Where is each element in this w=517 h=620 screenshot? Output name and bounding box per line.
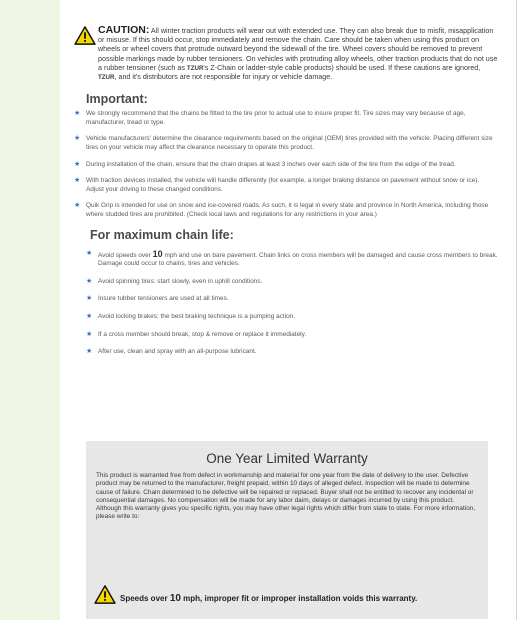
important-heading: Important: bbox=[86, 92, 148, 107]
list-item bbox=[68, 110, 498, 127]
max-life-heading: For maximum chain life: bbox=[90, 227, 234, 242]
star-bullet-icon: ★ bbox=[86, 348, 93, 356]
list-item bbox=[68, 250, 498, 269]
caution-section bbox=[68, 26, 498, 82]
warranty-body: This product is warranted free from defect in workmanship and material for one year from the date of delivery to the user. Defective product may be returned to the manufacturer, freight prepaid, within 10 days of alleged defect. Inspection will be made to determine cause of failure. Chain determined to be defective will be repaired or replaced. Buyer shall not be entitled to recover any incidental or consequential damages. No compensation will be made for any labor daim, delays or damages incurred by using this product. Although this warranty gives you specific rights, you may have other legal rights which differ from state to state. For more information, please write to: bbox=[96, 472, 476, 521]
max-life-item-pre: Avoid speeds over bbox=[98, 251, 151, 259]
star-bullet-icon: ★ bbox=[86, 277, 93, 285]
star-bullet-icon: ★ bbox=[74, 202, 81, 210]
speed-value: 10 bbox=[152, 248, 163, 259]
star-bullet-icon: ★ bbox=[86, 330, 93, 338]
footer-pre: Speeds over bbox=[120, 594, 168, 603]
list-item bbox=[68, 348, 498, 357]
list-item bbox=[68, 278, 498, 287]
list-item bbox=[68, 161, 498, 170]
important-item-text: During installation of the chain, ensure that the chain drapes at least 3 inches over each side of the tire from the edge of the tread. bbox=[86, 160, 456, 168]
list-item bbox=[68, 135, 498, 152]
list-item bbox=[68, 177, 498, 194]
important-item-text: We strongly recommend that the chains be fitted to the tire prior to actual use to insure proper fit. Tire sizes may vary because of age, manufacturer, tread or type. bbox=[86, 110, 466, 126]
caution-text-1: All winter traction products will wear out with extended use. They can also break due to misfit, misapplication or misuse. If this should occur, stop immediately and remove the chain. Care should be taken when using this product on wheels or wheel covers that protrude outward beyond the sidewall of the tire. Wheel covers should be removed to prevent possible markings made by rubber tensioners. On vehicles with protruding alloy wheels, other traction products that do not use a rubber tensioner (such as bbox=[98, 27, 498, 72]
max-life-item-text: Avoid locking brakes: the best braking technique is a pumping action. bbox=[98, 312, 296, 320]
list-item bbox=[68, 202, 498, 219]
footer-post: mph, improper fit or improper installation voids this warranty. bbox=[183, 594, 418, 603]
star-bullet-icon: ★ bbox=[74, 135, 81, 143]
left-margin-band bbox=[0, 0, 60, 620]
caution-text-3: , and it's distributors are not responsible for injury or vehicle damage. bbox=[114, 73, 333, 82]
warning-triangle-icon bbox=[74, 26, 96, 45]
important-item-text: With traction devices installed, the vehicle will handle differently (for example, a longer braking distance on pavement without snow or ice). Adjust your driving to these changed conditions. bbox=[86, 177, 480, 193]
star-bullet-icon: ★ bbox=[74, 160, 81, 168]
warranty-footer bbox=[94, 593, 417, 604]
important-list bbox=[68, 110, 498, 219]
star-bullet-icon: ★ bbox=[86, 312, 93, 320]
important-item-text: Vehicle manufacturers' determine the clearance requirements based on the original (OEM) tires provided with the vehicle. Placing different size tires on your vehicle may affect the clearance necessary to operate this product. bbox=[86, 135, 493, 151]
warranty-title: One Year Limited Warranty bbox=[206, 451, 368, 466]
max-life-item-text: If a cross member should break, stop & remove or replace it immediately. bbox=[98, 330, 307, 338]
important-item-text: Quik Grip is intended for use on snow and ice-covered roads. As such, it is legal in every state and province in North America, including those where studded tires are prohibited. (Check local laws and regulations for any restrictions in your area.) bbox=[86, 202, 489, 218]
max-life-item-text: Insure tubber tensioners are used at all times. bbox=[98, 295, 229, 303]
max-life-item-post: mph and use on bare pavement. Chain links on cross members will be damaged and cause cross members to break. Damage could occur to chains, tires and vehicles. bbox=[98, 251, 498, 268]
warranty-box bbox=[86, 441, 488, 619]
content-column bbox=[68, 26, 498, 366]
caution-text-2: 's Z-Chain or ladder-style cable products) should be used. If these cautions are ignored, bbox=[203, 63, 481, 72]
caution-paragraph bbox=[68, 26, 498, 82]
caution-brand-1: TZUR bbox=[186, 64, 204, 72]
caution-label: CAUTION: bbox=[98, 24, 150, 36]
star-bullet-icon: ★ bbox=[86, 295, 93, 303]
list-item bbox=[68, 295, 498, 304]
list-item bbox=[68, 313, 498, 322]
max-life-list bbox=[68, 250, 498, 357]
warranty-footer-text bbox=[94, 594, 417, 603]
star-bullet-icon: ★ bbox=[86, 249, 93, 257]
star-bullet-icon: ★ bbox=[74, 110, 81, 118]
max-life-item-text: Avoid spinning tires: start slowly, even in uphill conditions. bbox=[98, 277, 263, 285]
footer-speed: 10 bbox=[169, 593, 181, 604]
warning-triangle-icon bbox=[94, 585, 116, 604]
max-life-item-text: After use, clean and spray with an all-purpose lubricant. bbox=[98, 348, 257, 356]
star-bullet-icon: ★ bbox=[74, 177, 81, 185]
list-item bbox=[68, 331, 498, 340]
caution-brand-2: TZUR bbox=[98, 74, 115, 82]
